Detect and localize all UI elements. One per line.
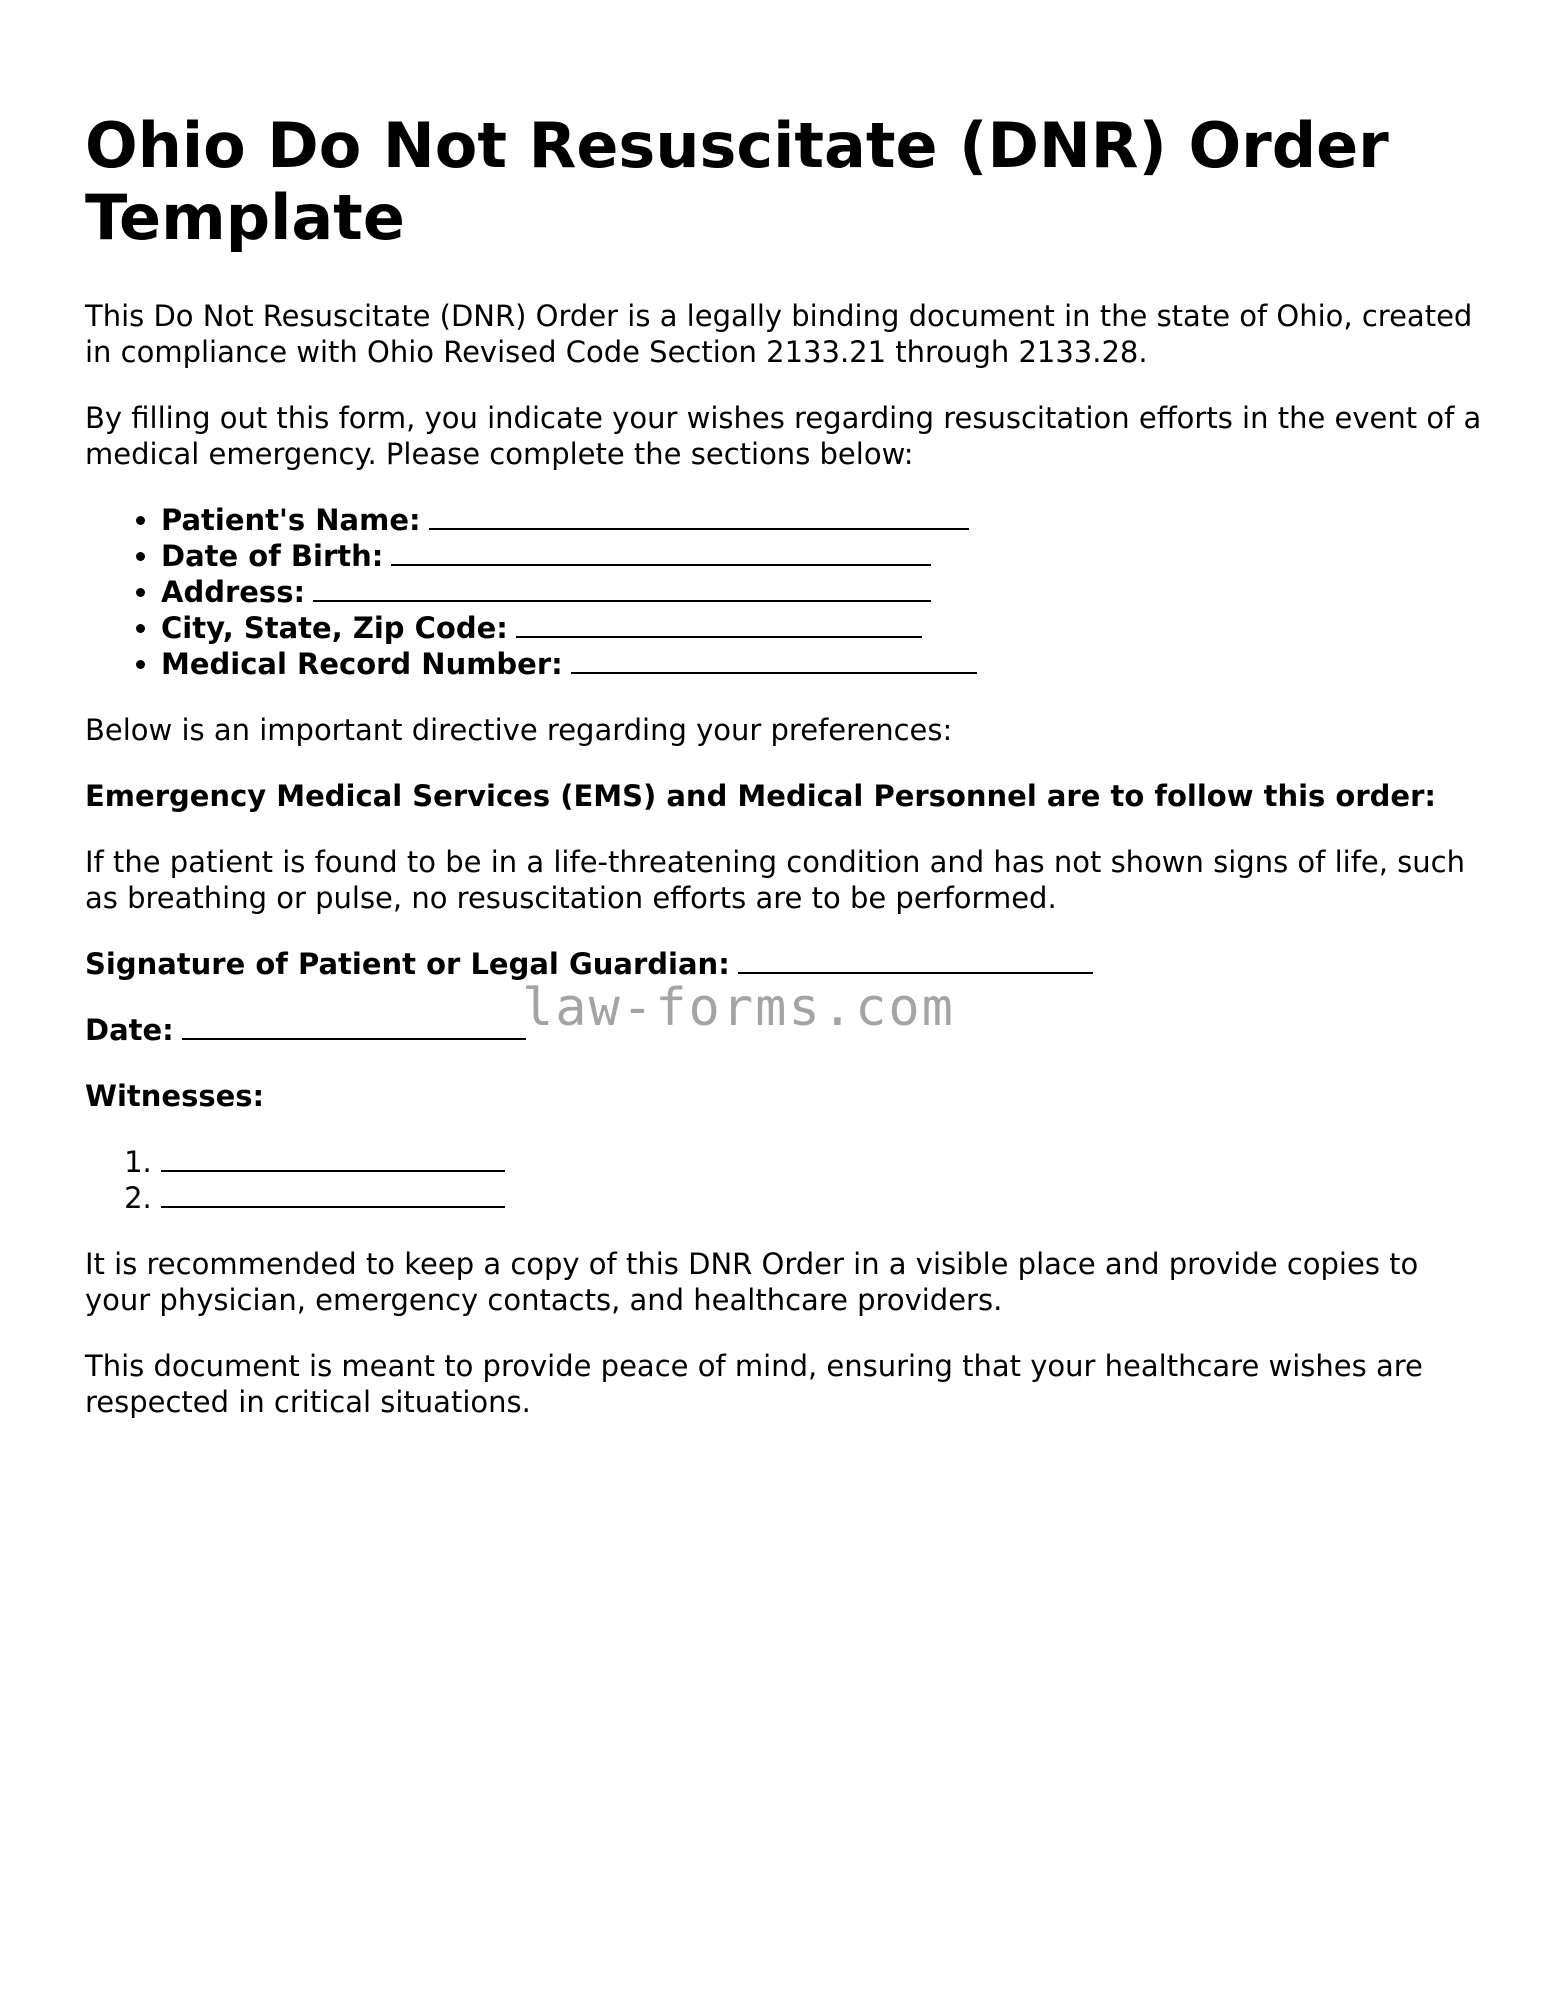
patient-fields-list (85, 502, 1485, 682)
signature-blank[interactable] (738, 946, 1093, 974)
field-label: Address: (161, 575, 306, 609)
address-blank[interactable] (313, 574, 931, 602)
page-title: Ohio Do Not Resuscitate (DNR) Order Template (85, 109, 1389, 254)
field-label: City, State, Zip Code: (161, 611, 508, 645)
directive-heading: Emergency Medical Services (EMS) and Medical Personnel are to follow this order: (85, 779, 1436, 813)
medical-record-number-blank[interactable] (571, 646, 977, 674)
date-label: Date: (85, 1013, 174, 1047)
field-label: Medical Record Number: (161, 647, 563, 681)
witness-1 (161, 1144, 1485, 1180)
field-date-of-birth (161, 538, 1485, 574)
witnesses-list (85, 1144, 1485, 1216)
signature-line (85, 946, 1485, 982)
intro-paragraph-2: By filling out this form, you indicate your wishes regarding resuscitation efforts in the event of a medical emergency. Please complete the sections below: (85, 401, 1482, 471)
intro-paragraph-1: This Do Not Resuscitate (DNR) Order is a legally binding document in the state of Ohio, created in compliance with Ohio Revised Code Section 2133.21 through 2133.28. (85, 299, 1473, 369)
witnesses-heading: Witnesses: (85, 1079, 265, 1113)
date-of-birth-blank[interactable] (391, 538, 931, 566)
field-label: Patient's Name: (161, 503, 421, 537)
date-line (85, 1012, 1485, 1048)
closing-text: This document is meant to provide peace of mind, ensuring that your healthcare wishes are respected in critical situations. (85, 1349, 1423, 1419)
field-label: Date of Birth: (161, 539, 384, 573)
witness-2-blank[interactable] (161, 1180, 505, 1208)
city-state-zip-blank[interactable] (516, 610, 922, 638)
witness-2 (161, 1180, 1485, 1216)
document-page (85, 0, 1485, 1420)
watermark: law-forms.com (522, 978, 955, 1038)
field-city-state-zip (161, 610, 1485, 646)
witness-1-blank[interactable] (161, 1144, 505, 1172)
below-text: Below is an important directive regarding your preferences: (85, 713, 953, 747)
field-patient-name (161, 502, 1485, 538)
recommend-text: It is recommended to keep a copy of this DNR Order in a visible place and provide copies to your physician, emergency contacts, and healthcare providers. (85, 1247, 1419, 1317)
field-medical-record-number (161, 646, 1485, 682)
patient-name-blank[interactable] (429, 502, 969, 530)
field-address (161, 574, 1485, 610)
signature-label: Signature of Patient or Legal Guardian: (85, 947, 730, 981)
date-blank[interactable] (182, 1012, 526, 1040)
condition-text: If the patient is found to be in a life-threatening condition and has not shown signs of life, such as breathing or pulse, no resuscitation efforts are to be performed. (85, 845, 1465, 915)
